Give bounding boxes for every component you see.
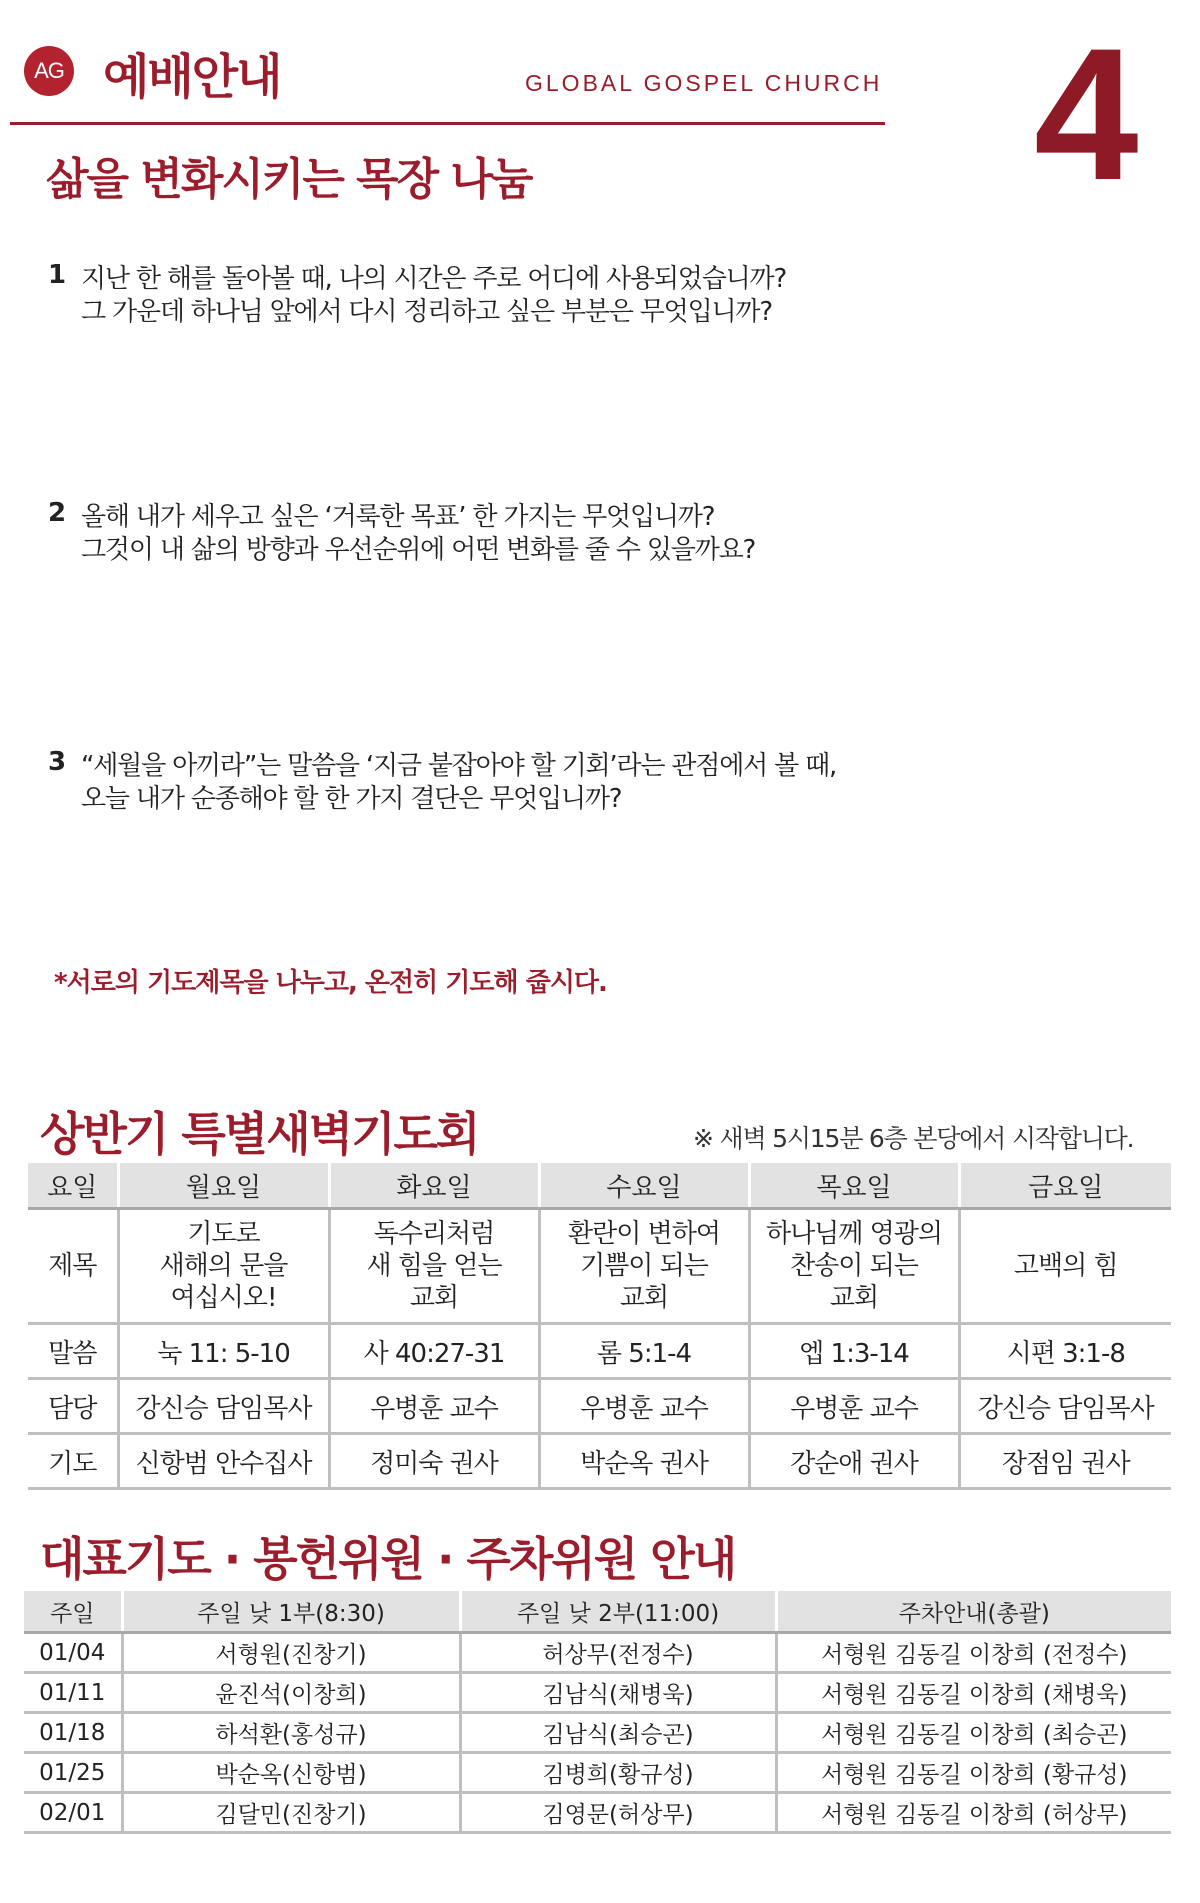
table-cell: 허상무(전정수): [460, 1633, 776, 1673]
table-cell: 윤진석(이창희): [122, 1673, 460, 1713]
question-line: 올해 내가 세우고 싶은 ‘거룩한 목표’ 한 가지는 무엇입니까?: [81, 502, 715, 532]
table-row: [24, 1713, 1171, 1753]
header-divider: [10, 122, 885, 125]
question-line: 그것이 내 삶의 방향과 우선순위에 어떤 변화를 줄 수 있을까요?: [81, 535, 756, 565]
row-label: 기도: [28, 1434, 118, 1489]
question-number: 3: [48, 747, 67, 777]
date-cell: 02/01: [24, 1793, 122, 1833]
table-cell: 하나님께 영광의 찬송이 되는 교회: [749, 1209, 959, 1324]
table-cell: 눅 11: 5-10: [118, 1324, 329, 1379]
table-header-row: [24, 1591, 1171, 1633]
table-cell: 환란이 변하여 기쁨이 되는 교회: [539, 1209, 749, 1324]
table-cell: 정미숙 권사: [329, 1434, 539, 1489]
question-number: 1: [48, 260, 67, 290]
question-line: 오늘 내가 순종해야 할 한 가지 결단은 무엇입니까?: [81, 784, 622, 814]
table-row: [28, 1434, 1171, 1489]
table-header-row: [28, 1163, 1171, 1209]
table-row: [28, 1209, 1171, 1324]
table-cell: 사 40:27-31: [329, 1324, 539, 1379]
column-header: 주일 낮 1부(8:30): [122, 1591, 460, 1633]
table-row: [28, 1379, 1171, 1434]
dawn-prayer-table: [28, 1163, 1171, 1490]
table-cell: 김남식(채병욱): [460, 1673, 776, 1713]
table-cell: 김병희(황규성): [460, 1753, 776, 1793]
date-cell: 01/18: [24, 1713, 122, 1753]
table-cell: 김달민(진창기): [122, 1793, 460, 1833]
table-cell: 강신승 담임목사: [959, 1379, 1171, 1434]
column-header: 주차안내(총괄): [776, 1591, 1171, 1633]
table-row: [24, 1753, 1171, 1793]
row-label: 말씀: [28, 1324, 118, 1379]
table-cell: 우병훈 교수: [749, 1379, 959, 1434]
church-logo: AG: [24, 46, 74, 96]
table-cell: 장점임 권사: [959, 1434, 1171, 1489]
column-header: 화요일: [329, 1163, 539, 1209]
question-number: 2: [48, 498, 67, 528]
table-cell: 강신승 담임목사: [118, 1379, 329, 1434]
column-header: 주일 낮 2부(11:00): [460, 1591, 776, 1633]
table-cell: 시편 3:1-8: [959, 1324, 1171, 1379]
table-cell: 서형원 김동길 이창희 (허상무): [776, 1793, 1171, 1833]
duty-table: [24, 1591, 1171, 1834]
question-line: 그 가운데 하나님 앞에서 다시 정리하고 싶은 부분은 무엇입니까?: [81, 297, 772, 327]
row-label: 제목: [28, 1209, 118, 1324]
dawn-prayer-note: ※ 새벽 5시15분 6층 본당에서 시작합니다.: [693, 1124, 1134, 1153]
question-line: 지난 한 해를 돌아볼 때, 나의 시간은 주로 어디에 사용되었습니까?: [81, 264, 787, 294]
table-cell: 박순옥(신항범): [122, 1753, 460, 1793]
table-cell: 서형원(진창기): [122, 1633, 460, 1673]
table-cell: 김남식(최승곤): [460, 1713, 776, 1753]
table-cell: 기도로 새해의 문을 여십시오!: [118, 1209, 329, 1324]
column-header: 월요일: [118, 1163, 329, 1209]
column-header: 금요일: [959, 1163, 1171, 1209]
duty-title: 대표기도 · 봉헌위원 · 주차위원 안내: [40, 1532, 736, 1586]
table-cell: 김영문(허상무): [460, 1793, 776, 1833]
table-cell: 서형원 김동길 이창희 (황규성): [776, 1753, 1171, 1793]
table-cell: 강순애 권사: [749, 1434, 959, 1489]
table-cell: 서형원 김동길 이창희 (전정수): [776, 1633, 1171, 1673]
table-cell: 하석환(홍성규): [122, 1713, 460, 1753]
column-header: 요일: [28, 1163, 118, 1209]
column-header: 목요일: [749, 1163, 959, 1209]
table-cell: 엡 1:3-14: [749, 1324, 959, 1379]
question-line: “세월을 아끼라”는 말씀을 ‘지금 붙잡아야 할 기회’라는 관점에서 볼 때,: [81, 751, 837, 781]
date-cell: 01/25: [24, 1753, 122, 1793]
church-name: GLOBAL GOSPEL CHURCH: [525, 70, 883, 96]
table-cell: 서형원 김동길 이창희 (채병욱): [776, 1673, 1171, 1713]
section-title: 예배안내: [103, 49, 281, 105]
sharing-title: 삶을 변화시키는 목장 나눔: [46, 154, 532, 205]
page-number: 4: [1034, 9, 1139, 219]
table-cell: 우병훈 교수: [329, 1379, 539, 1434]
prayer-note: *서로의 기도제목을 나누고, 온전히 기도해 줍시다.: [54, 968, 607, 998]
table-cell: 독수리처럼 새 힘을 얻는 교회: [329, 1209, 539, 1324]
table-row: [24, 1793, 1171, 1833]
table-cell: 서형원 김동길 이창희 (최승곤): [776, 1713, 1171, 1753]
table-cell: 신항범 안수집사: [118, 1434, 329, 1489]
table-row: [24, 1673, 1171, 1713]
table-cell: 롬 5:1-4: [539, 1324, 749, 1379]
table-cell: 우병훈 교수: [539, 1379, 749, 1434]
table-cell: 박순옥 권사: [539, 1434, 749, 1489]
row-label: 담당: [28, 1379, 118, 1434]
table-cell: 고백의 힘: [959, 1209, 1171, 1324]
column-header: 주일: [24, 1591, 122, 1633]
table-row: [28, 1324, 1171, 1379]
date-cell: 01/04: [24, 1633, 122, 1673]
date-cell: 01/11: [24, 1673, 122, 1713]
table-row: [24, 1633, 1171, 1673]
dawn-prayer-title: 상반기 특별새벽기도회: [40, 1107, 479, 1161]
column-header: 수요일: [539, 1163, 749, 1209]
